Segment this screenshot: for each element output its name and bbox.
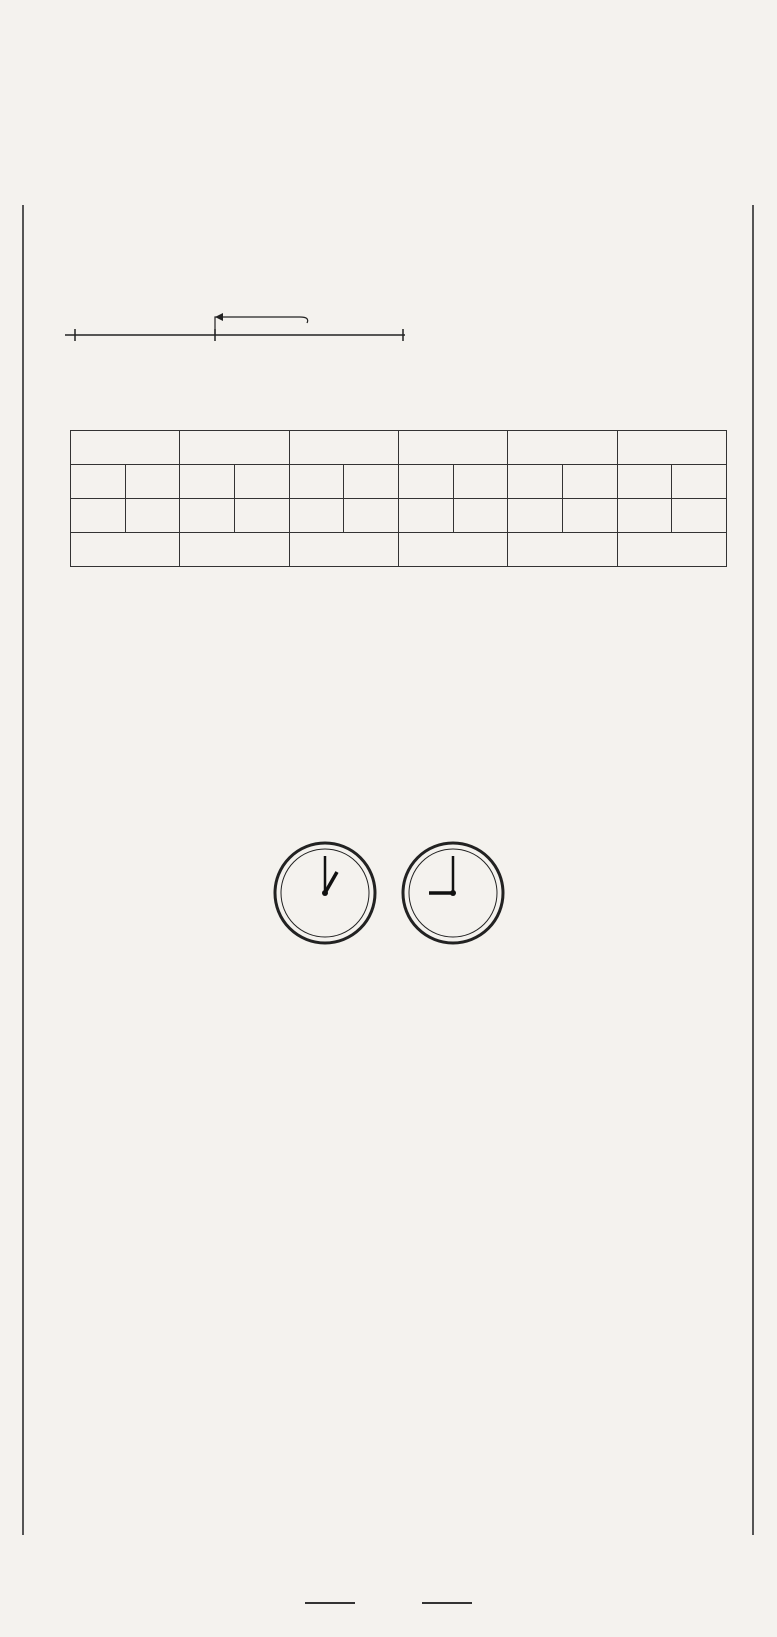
down-cell	[125, 499, 180, 533]
day-cell	[398, 465, 453, 499]
down-cell	[344, 499, 399, 533]
page-dash-right	[422, 1602, 472, 1604]
clock-center	[450, 890, 456, 896]
movement-arrow	[215, 317, 308, 335]
right-margin-rule	[752, 205, 754, 1535]
day-header	[71, 431, 180, 465]
arrow-head	[215, 313, 223, 321]
page-dash-left	[305, 1602, 355, 1604]
day-header	[508, 431, 617, 465]
down-cell	[453, 499, 508, 533]
day-cell	[180, 465, 235, 499]
empty-cell	[672, 499, 727, 533]
table-row	[71, 533, 727, 567]
day-cell	[71, 465, 126, 499]
weight-chart	[110, 1100, 420, 1275]
number-line-diagram	[55, 295, 475, 375]
day-cell	[508, 465, 563, 499]
up-cell	[617, 499, 672, 533]
height-cell	[180, 533, 289, 567]
table-row	[71, 465, 727, 499]
night-cell	[344, 465, 399, 499]
hour-hand	[325, 872, 337, 893]
up-cell	[289, 499, 344, 533]
day-cell	[617, 465, 672, 499]
night-cell	[125, 465, 180, 499]
height-cell	[617, 533, 726, 567]
night-cell	[562, 465, 617, 499]
day-header	[398, 431, 507, 465]
up-cell	[508, 499, 563, 533]
table-row	[71, 499, 727, 533]
tokyo-clock	[398, 838, 508, 948]
day-header	[617, 431, 726, 465]
day-header	[289, 431, 398, 465]
height-cell	[398, 533, 507, 567]
clock-center	[322, 890, 328, 896]
table-row	[71, 431, 727, 465]
snail-table	[70, 430, 727, 567]
day-cell	[289, 465, 344, 499]
up-cell	[180, 499, 235, 533]
height-cell	[71, 533, 180, 567]
day-header	[180, 431, 289, 465]
night-cell	[234, 465, 289, 499]
height-cell	[289, 533, 398, 567]
height-cell	[508, 533, 617, 567]
up-cell	[71, 499, 126, 533]
down-cell	[562, 499, 617, 533]
up-cell	[398, 499, 453, 533]
empty-cell	[672, 465, 727, 499]
down-cell	[234, 499, 289, 533]
night-cell	[453, 465, 508, 499]
paris-clock	[270, 838, 380, 948]
left-margin-rule	[22, 205, 24, 1535]
